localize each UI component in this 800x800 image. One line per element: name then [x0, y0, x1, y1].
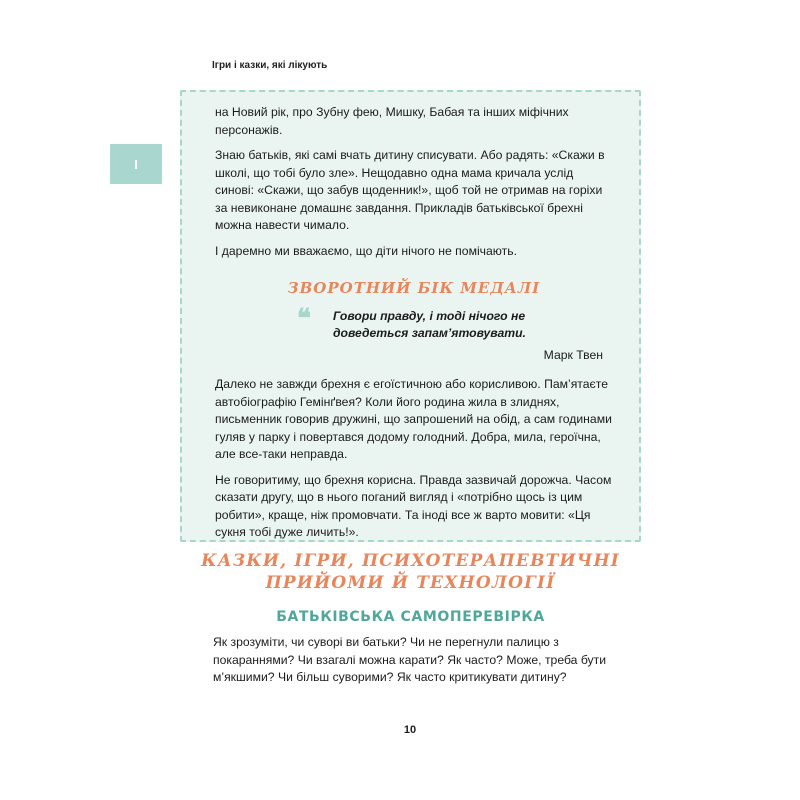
- section-heading-line: ПРИЙОМИ Й ТЕХНОЛОГІЇ: [265, 573, 556, 593]
- quote-author: Марк Твен: [543, 347, 603, 362]
- panel-content: [215, 104, 613, 550]
- panel-paragraph: І даремно ми вважаємо, що діти нічого не помічають.: [215, 243, 517, 258]
- epigraph-quote: [297, 303, 603, 365]
- sub-heading: БАТЬКІВСЬКА САМОПЕРЕВІРКА: [276, 609, 545, 625]
- section-heading: [180, 550, 641, 594]
- section-heading-line: КАЗКИ, ІГРИ, ПСИХОТЕРАПЕВТИЧНІ: [201, 551, 620, 571]
- panel-paragraph: Далеко не завжди брехня є егоїстичною або корисливою. Пам’ятаєте автобіографію Гемінґвея? Коли його родина жила в злиднях, письменник говорив дружині, що запрошений на обід, а сам годинами гуляв у парку і повертався додому голодний. Добра, мила, героїчна, але все-таки неправда.: [215, 377, 612, 461]
- chapter-tab-label: I: [134, 156, 138, 172]
- panel-paragraph: Знаю батьків, які самі вчать дитину списувати. Або радять: «Скажи в школі, що тобі було зле». Нещодавно одна мама кричала услід синові: «Скажи, що забув щоденник!», щоб той не отримав на горіхи за невиконане домашнє завдання. Прикладів батьківської брехні можна навести чимало.: [215, 148, 605, 232]
- quote-mark-icon: ❝: [297, 303, 311, 334]
- body-paragraph: Як зрозуміти, чи суворі ви батьки? Чи не перегнули палицю з покараннями? Чи взагалі можна карати? Як часто? Може, треба бути м’якшими? Чи більш суворими? Як часто критикувати дитину?: [213, 635, 607, 684]
- panel-heading: ЗВОРОТНИЙ БІК МЕДАЛІ: [287, 279, 541, 297]
- sidebar-panel: [180, 90, 641, 542]
- page-number: 10: [403, 724, 417, 736]
- quote-text: Говори правду, і тоді нічого не доведеться запам’ятовувати.: [333, 308, 526, 340]
- running-head: Ігри і казки, які лікують: [212, 60, 328, 71]
- panel-paragraph: на Новий рік, про Зубну фею, Мишку, Бабая та інших міфічних персонажів.: [215, 105, 569, 137]
- chapter-tab: [110, 144, 162, 184]
- panel-paragraph: Не говоритиму, що брехня корисна. Правда зазвичай дорожча. Часом сказати другу, що в нього поганий вигляд і «потрібно щось із цим робити», краще, ніж промовчати. Та іноді все ж варто мовити: «Ця сукня тобі дуже личить!».: [215, 472, 612, 539]
